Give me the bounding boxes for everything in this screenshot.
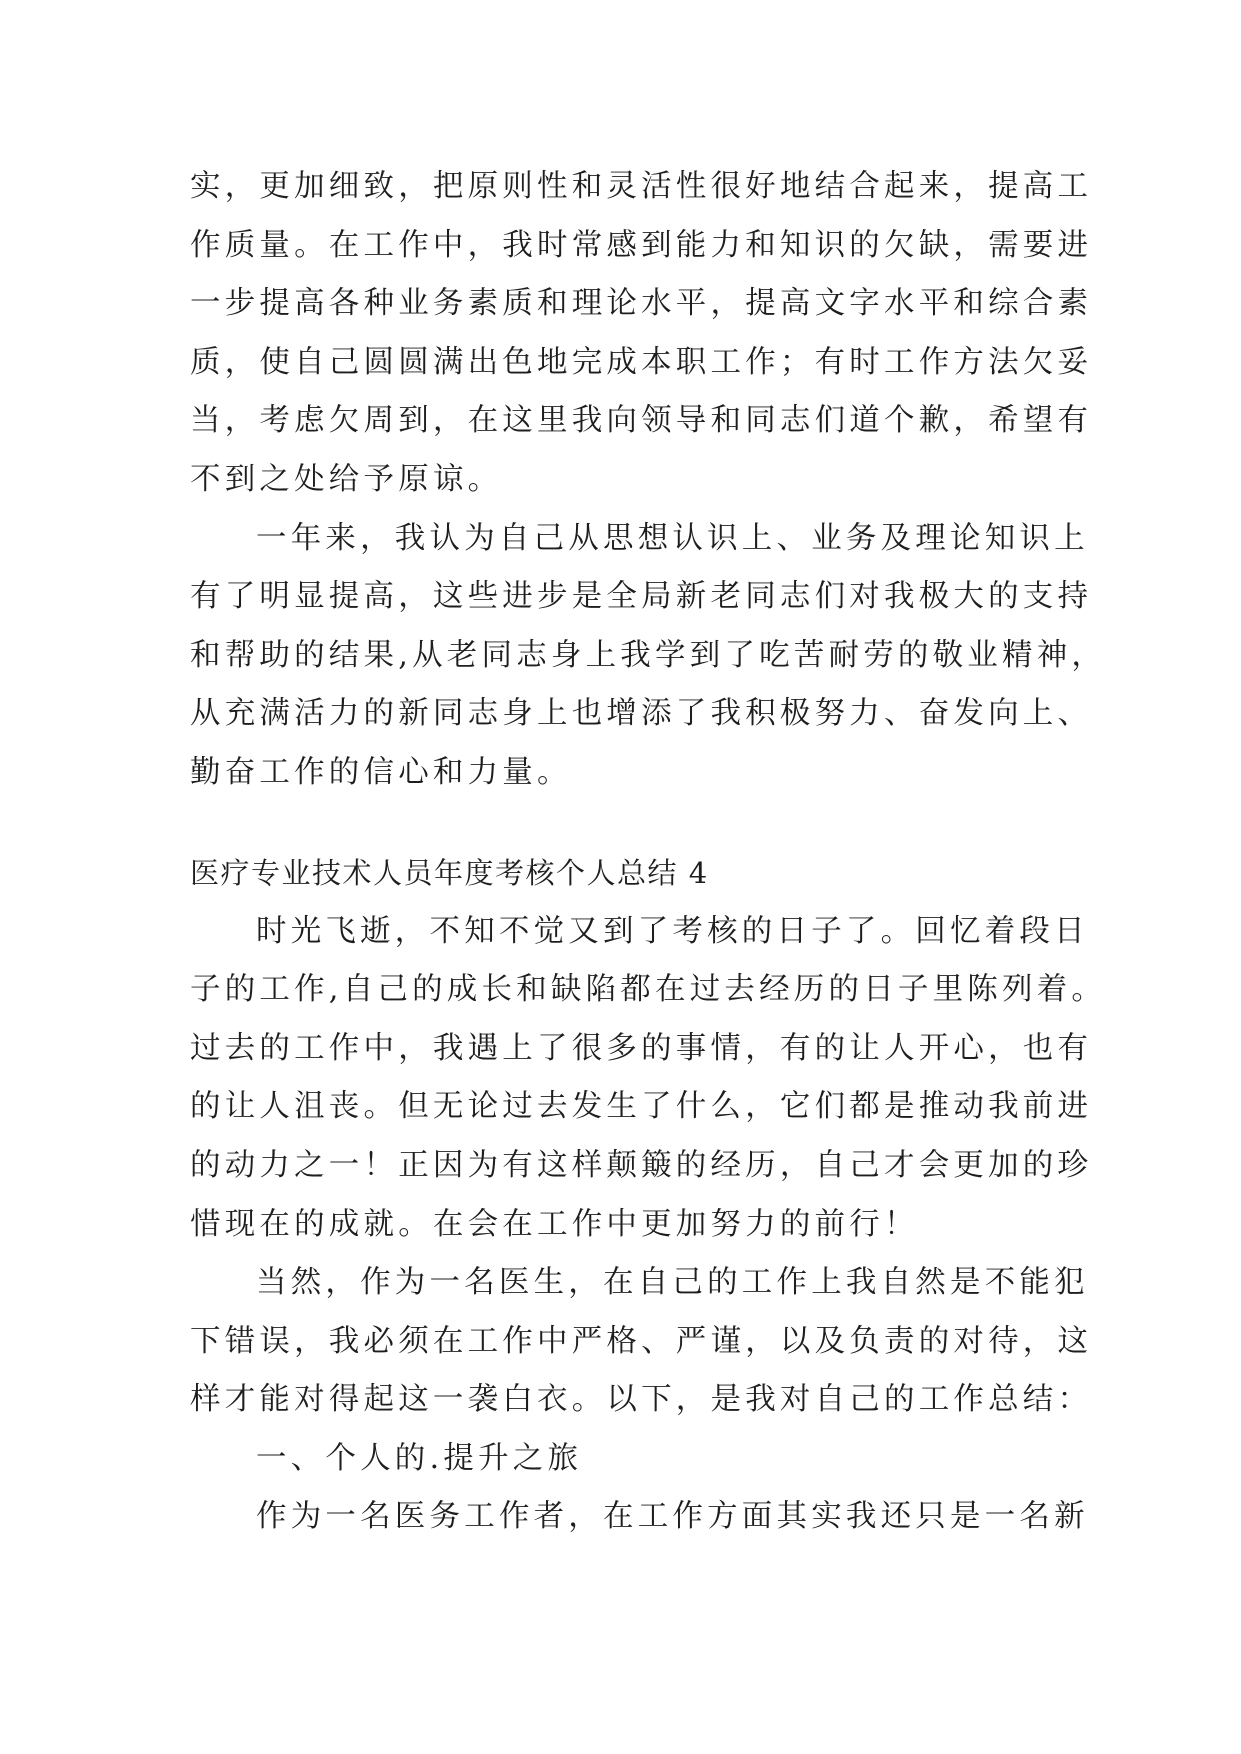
paragraph-5	[190, 1488, 1089, 1547]
paragraph-3	[190, 903, 1107, 1255]
text-line: 从充满活力的新同志身上也增添了我积极努力、奋发向上、	[190, 696, 1093, 732]
text-line: 不到之处给予原谅。	[190, 461, 503, 497]
text-line: 当，考虑欠周到，在这里我向领导和同志们道个歉，希望有	[190, 403, 1093, 439]
text-line: 有了明显提高，这些进步是全局新老同志们对我极大的支持	[190, 579, 1093, 615]
section-heading: 医疗专业技术人员年度考核个人总结 4	[190, 855, 709, 890]
text-line: 下错误，我必须在工作中严格、严谨，以及负责的对待，这	[190, 1323, 1093, 1359]
text-line: 质，使自己圆圆满出色地完成本职工作；有时工作方法欠妥	[190, 344, 1093, 380]
text-line: 和帮助的结果,从老同志身上我学到了吃苦耐劳的敬业精神，	[190, 637, 1107, 673]
text-line: 子的工作,自己的成长和缺陷都在过去经历的日子里陈列着。	[190, 972, 1107, 1008]
paragraph-4	[190, 1254, 1093, 1430]
text-line: 实，更加细致，把原则性和灵活性很好地结合起来，提高工	[190, 169, 1093, 204]
text-line: 勤奋工作的信心和力量。	[190, 754, 572, 790]
text-line: 作为一名医务工作者，在工作方面其实我还只是一名新	[256, 1499, 1089, 1535]
text-line: 一步提高各种业务素质和理论水平，提高文字水平和综合素	[190, 286, 1093, 322]
text-line: 样才能对得起这一袭白衣。以下，是我对自己的工作总结：	[190, 1382, 1093, 1418]
section-spacer	[190, 803, 1070, 843]
text-line: 作质量。在工作中，我时常感到能力和知识的欠缺，需要进	[190, 227, 1093, 263]
paragraph-2	[190, 510, 1107, 803]
text-line: 过去的工作中，我遇上了很多的事情，有的让人开心，也有	[190, 1030, 1093, 1066]
text-line: 的动力之一！正因为有这样颠簸的经历，自己才会更加的珍	[190, 1147, 1093, 1183]
document-body	[190, 158, 1107, 1547]
paragraph-1	[190, 158, 1093, 510]
subheading: 一、个人的.提升之旅	[256, 1440, 583, 1476]
text-line: 的让人沮丧。但无论过去发生了什么，它们都是推动我前进	[190, 1089, 1093, 1125]
text-line: 当然，作为一名医生，在自己的工作上我自然是不能犯	[256, 1265, 1089, 1301]
text-line: 一年来，我认为自己从思想认识上、业务及理论知识上	[256, 520, 1089, 556]
text-line: 惜现在的成就。在会在工作中更加努力的前行！	[190, 1206, 919, 1242]
text-line: 时光飞逝，不知不觉又到了考核的日子了。回忆着段日	[256, 913, 1089, 949]
